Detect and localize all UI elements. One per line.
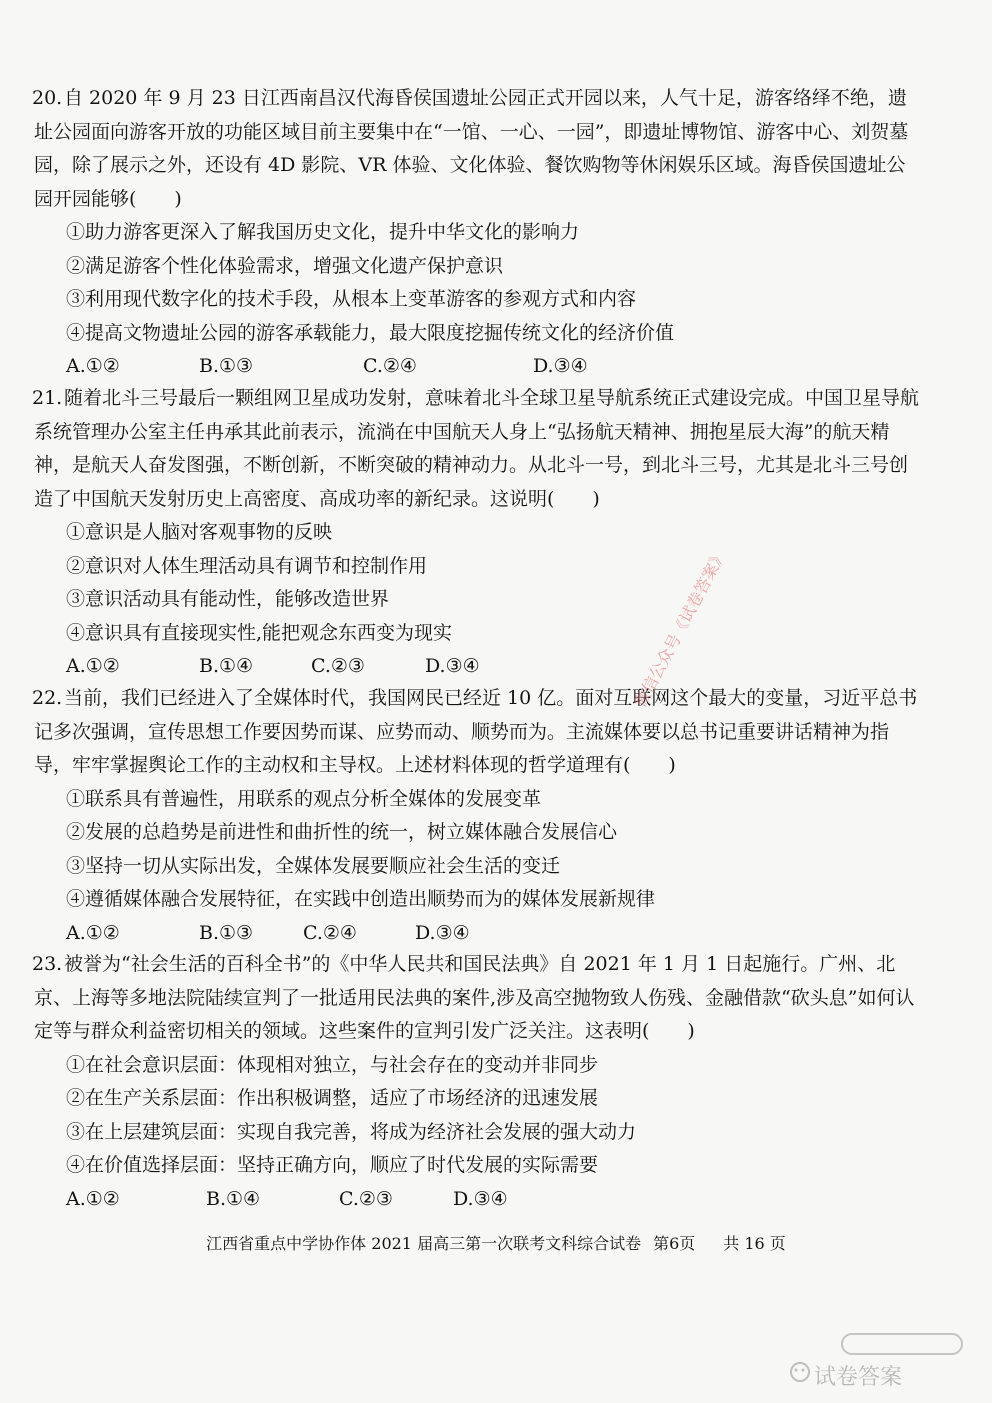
question-stem	[34, 382, 924, 516]
choice-d: D.③④	[415, 921, 470, 944]
question-text: 当前，我们已经进入了全媒体时代，我国网民已经近 10 亿。面对互联网这个最大的变量，习近平总书记多次强调，宣传思想工作要因势而谋、应势而动、顺势而为。主流媒体要以总书记重要讲话精神为指导，牢牢掌握舆论工作的主动权和主导权。上述材料体现的哲学道理有( )	[34, 687, 918, 776]
footer-page-number: 第6页	[653, 1234, 696, 1253]
option-1: ①联系具有普遍性，用联系的观点分析全媒体的发展变革	[66, 787, 542, 810]
option-4: ④遵循媒体融合发展特征，在实践中创造出顺势而为的媒体发展新规律	[66, 888, 656, 910]
choice-a: A.①②	[66, 655, 120, 677]
question-text: 自 2020 年 9 月 23 日江西南昌汉代海昏侯国遗址公园正式开园以来，人气十足，游客络绎不绝，遗址公园面向游客开放的功能区域目前主要集中在“一馆、一心、一园”，即遗址博物馆、游客中心、刘贺墓园，除了展示之外，还设有 4D 影院、VR 体验、文化体验、餐饮购物等休闲娱乐区域。海昏侯国遗址公园开园能够( )	[34, 87, 909, 210]
question-text: 随着北斗三号最后一颗组网卫星成功发射，意味着北斗全球卫星导航系统正式建设完成。中国卫星导航系统管理办公室主任冉承其此前表示，流淌在中国航天人身上“弘扬航天精神、拥抱星辰大海”的航天精神，是航天人奋发图强，不断创新，不断突破的精神动力。从北斗一号，到北斗三号，尤其是北斗三号创造了中国航天发射历史上高密度、高成功率的新纪录。这说明( )	[34, 387, 920, 510]
footer-title: 江西省重点中学协作体 2021 届高三第一次联考文科综合试卷	[206, 1234, 642, 1253]
option-4: ④意识具有直接现实性,能把观念东西变为现实	[66, 621, 453, 644]
question-21	[34, 382, 924, 684]
answer-choices	[66, 350, 924, 384]
question-stem	[34, 682, 924, 783]
option-1: ①助力游客更深入了解我国历史文化，提升中华文化的影响力	[66, 221, 580, 243]
question-23	[34, 948, 924, 1216]
answer-choices	[66, 917, 924, 951]
question-text: 被誉为“社会生活的百科全书”的《中华人民共和国民法典》自 2021 年 1 月 1 日起施行。广州、北京、上海等多地法院陆续宣判了一批适用民法典的案件,涉及高空抛物致人伤残、金融借款“砍头息”如何认定等与群众利益密切相关的领域。这些案件的宣判引发广泛关注。这表明( )	[34, 953, 915, 1042]
footer-total-pages: 共 16 页	[723, 1234, 786, 1253]
question-22	[34, 682, 924, 950]
choice-a: A.①②	[66, 1187, 120, 1210]
option-3: ③利用现代数字化的技术手段，从根本上变革游客的参观方式和内容	[66, 288, 637, 310]
choice-c: C.②③	[311, 655, 365, 677]
watermark-text: 试卷答案	[814, 1365, 903, 1390]
option-4: ④提高文物遗址公园的游客承载能力，最大限度挖掘传统文化的经济价值	[66, 321, 675, 344]
answer-choices	[66, 1183, 924, 1217]
wechat-stamp: 微信公众号《试卷答案》	[630, 545, 731, 711]
option-2: ②满足游客个性化体验需求，增强文化遗产保护意识	[66, 254, 504, 277]
question-number: 20.	[32, 87, 63, 109]
choice-b: B.①④	[199, 655, 254, 677]
option-2: ②在生产关系层面：作出积极调整，适应了市场经济的迅速发展	[66, 1087, 599, 1109]
option-1: ①在社会意识层面：体现相对独立，与社会存在的变动并非同步	[66, 1053, 599, 1076]
choice-d: D.③④	[533, 355, 588, 377]
choice-b: B.①④	[206, 1187, 261, 1210]
page-footer	[0, 1233, 992, 1255]
choice-c: C.②④	[303, 921, 357, 944]
choice-a: A.①②	[66, 355, 120, 377]
choice-d: D.③④	[425, 655, 480, 677]
choice-d: D.③④	[453, 1187, 508, 1210]
choice-b: B.①③	[199, 921, 254, 944]
choice-c: C.②④	[363, 355, 417, 377]
choice-c: C.②③	[339, 1187, 393, 1210]
question-stem	[34, 948, 924, 1049]
choice-a: A.①②	[66, 921, 120, 944]
option-2: ②发展的总趋势是前进性和曲折性的统一，树立媒体融合发展信心	[66, 821, 618, 843]
option-3: ③意识活动具有能动性，能够改造世界	[66, 588, 390, 610]
question-number: 21.	[32, 387, 63, 409]
option-2: ②意识对人体生理活动具有调节和控制作用	[66, 554, 428, 577]
option-3: ③坚持一切从实际出发，全媒体发展要顺应社会生活的变迁	[66, 854, 561, 877]
answer-choices	[66, 650, 924, 684]
option-3: ③在上层建筑层面：实现自我完善，将成为经济社会发展的强大动力	[66, 1120, 637, 1143]
question-number: 22.	[32, 687, 63, 709]
choice-b: B.①③	[199, 355, 254, 377]
option-1: ①意识是人脑对客观事物的反映	[66, 521, 333, 543]
watermark-logo	[782, 1328, 982, 1398]
question-20	[34, 82, 924, 384]
option-4: ④在价值选择层面：坚持正确方向，顺应了时代发展的实际需要	[66, 1154, 599, 1176]
question-number: 23.	[32, 953, 63, 975]
question-stem	[34, 82, 924, 216]
